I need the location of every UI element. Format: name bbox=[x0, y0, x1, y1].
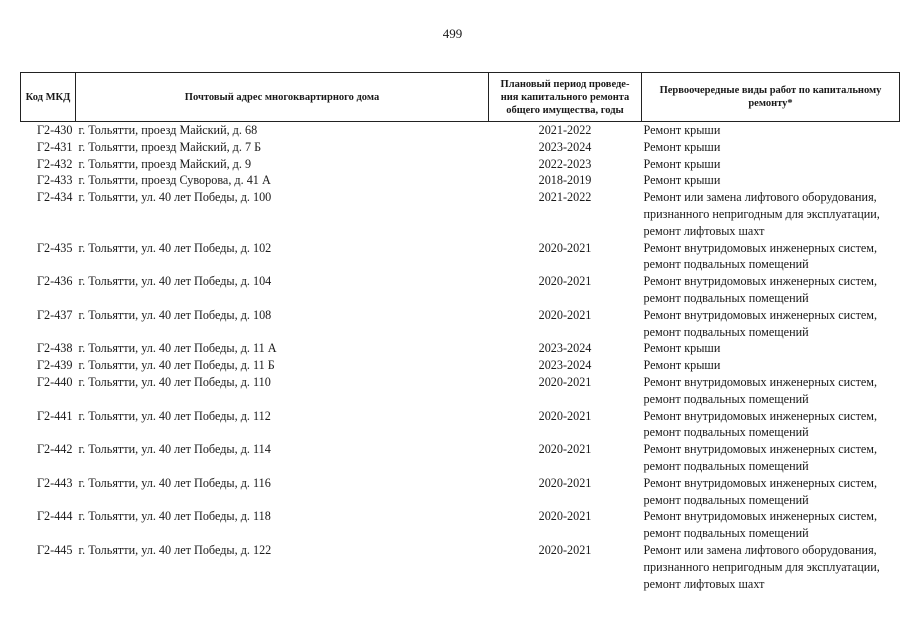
works-line: Ремонт или замена лифтового оборудования, bbox=[643, 542, 877, 557]
table-row bbox=[21, 189, 900, 239]
works-line: ремонт лифтовых шахт bbox=[643, 576, 765, 591]
works-line: ремонт подвальных помещений bbox=[643, 492, 809, 507]
works-cell bbox=[642, 508, 900, 542]
header-address: Почтовый адрес многоквартирного дома bbox=[76, 73, 489, 122]
works-line: ремонт подвальных помещений bbox=[643, 290, 809, 305]
table-row bbox=[21, 357, 900, 374]
period-cell: 2020-2021 bbox=[538, 475, 592, 490]
mkd-code-cell: Г2-436 bbox=[37, 274, 73, 289]
period-cell: 2021-2022 bbox=[538, 123, 592, 137]
works-line: Ремонт внутридомовых инженерных систем, bbox=[643, 408, 878, 423]
mkd-code-cell: Г2-440 bbox=[37, 374, 73, 389]
period-cell: 2020-2021 bbox=[538, 274, 592, 289]
header-period-line: общего имущества, годы bbox=[506, 104, 624, 116]
period-cell: 2022-2023 bbox=[538, 156, 592, 171]
period-cell: 2020-2021 bbox=[538, 307, 592, 322]
header-code: Код МКД bbox=[21, 73, 76, 122]
address-cell: г. Тольятти, ул. 40 лет Победы, д. 114 bbox=[78, 442, 271, 457]
works-cell bbox=[642, 408, 900, 442]
address-cell: г. Тольятти, ул. 40 лет Победы, д. 112 bbox=[78, 408, 271, 423]
header-works bbox=[642, 73, 900, 122]
address-cell: г. Тольятти, ул. 40 лет Победы, д. 110 bbox=[78, 374, 271, 389]
works-line: Ремонт крыши bbox=[643, 139, 721, 154]
period-cell: 2018-2019 bbox=[538, 173, 592, 188]
works-line: Ремонт внутридомовых инженерных систем, bbox=[643, 475, 878, 490]
works-line: ремонт подвальных помещений bbox=[643, 324, 809, 339]
table-row bbox=[21, 122, 900, 139]
works-cell bbox=[642, 139, 900, 156]
table-header-row bbox=[21, 73, 900, 122]
works-line: Ремонт крыши bbox=[643, 173, 721, 188]
address-cell: г. Тольятти, ул. 40 лет Победы, д. 11 Б bbox=[78, 358, 275, 373]
table-row bbox=[21, 374, 900, 408]
table-row bbox=[21, 441, 900, 475]
works-line: Ремонт или замена лифтового оборудования, bbox=[643, 190, 877, 205]
works-line: Ремонт крыши bbox=[643, 156, 721, 171]
table-row bbox=[21, 273, 900, 307]
header-works-line: ремонту* bbox=[748, 98, 793, 109]
table-row bbox=[21, 139, 900, 156]
works-line: признанного непригодным для эксплуатации, bbox=[643, 559, 880, 574]
mkd-code-cell: Г2-445 bbox=[37, 542, 73, 557]
works-cell bbox=[642, 156, 900, 173]
table-row bbox=[21, 240, 900, 274]
period-cell: 2020-2021 bbox=[538, 542, 592, 557]
works-line: Ремонт крыши bbox=[643, 123, 721, 137]
works-cell bbox=[642, 240, 900, 274]
works-line: Ремонт внутридомовых инженерных систем, bbox=[643, 374, 878, 389]
works-cell bbox=[642, 357, 900, 374]
mkd-code-cell: Г2-444 bbox=[37, 509, 73, 524]
works-cell bbox=[642, 273, 900, 307]
mkd-code-cell: Г2-430 bbox=[37, 123, 73, 137]
period-cell: 2020-2021 bbox=[538, 240, 592, 255]
works-line: признанного непригодным для эксплуатации, bbox=[643, 206, 880, 221]
mkd-code-cell: Г2-434 bbox=[37, 190, 73, 205]
address-cell: г. Тольятти, ул. 40 лет Победы, д. 104 bbox=[78, 274, 272, 289]
header-works-line: Первоочередные виды работ по капитальному bbox=[659, 85, 882, 96]
table-row bbox=[21, 156, 900, 173]
works-line: ремонт лифтовых шахт bbox=[643, 223, 765, 238]
mkd-code-cell: Г2-431 bbox=[37, 139, 73, 154]
mkd-code-cell: Г2-438 bbox=[37, 341, 73, 356]
period-cell: 2023-2024 bbox=[538, 358, 592, 373]
address-cell: г. Тольятти, проезд Майский, д. 9 bbox=[78, 156, 252, 171]
works-cell bbox=[642, 441, 900, 475]
works-line: ремонт подвальных помещений bbox=[643, 526, 809, 541]
works-cell bbox=[642, 122, 900, 139]
works-line: ремонт подвальных помещений bbox=[643, 391, 809, 406]
works-cell bbox=[642, 340, 900, 357]
table-row bbox=[21, 172, 900, 189]
address-cell: г. Тольятти, ул. 40 лет Победы, д. 118 bbox=[78, 509, 271, 524]
table-body bbox=[21, 122, 900, 593]
mkd-code-cell: Г2-437 bbox=[37, 307, 73, 322]
mkd-code-cell: Г2-442 bbox=[37, 442, 73, 457]
table-row bbox=[21, 408, 900, 442]
works-cell bbox=[642, 307, 900, 341]
address-cell: г. Тольятти, проезд Майский, д. 68 bbox=[78, 123, 258, 137]
table-row bbox=[21, 340, 900, 357]
repair-plan-table bbox=[20, 72, 900, 592]
mkd-code-cell: Г2-435 bbox=[37, 240, 73, 255]
works-cell bbox=[642, 542, 900, 592]
mkd-code-cell: Г2-439 bbox=[37, 358, 73, 373]
period-cell: 2020-2021 bbox=[538, 374, 592, 389]
mkd-code-cell: Г2-443 bbox=[37, 475, 73, 490]
mkd-code-cell: Г2-441 bbox=[37, 408, 73, 423]
works-line: Ремонт крыши bbox=[643, 358, 721, 373]
works-line: ремонт подвальных помещений bbox=[643, 458, 809, 473]
address-cell: г. Тольятти, проезд Майский, д. 7 Б bbox=[78, 139, 262, 154]
period-cell: 2020-2021 bbox=[538, 408, 592, 423]
address-cell: г. Тольятти, ул. 40 лет Победы, д. 102 bbox=[78, 240, 272, 255]
period-cell: 2020-2021 bbox=[538, 442, 592, 457]
works-cell bbox=[642, 374, 900, 408]
address-cell: г. Тольятти, ул. 40 лет Победы, д. 116 bbox=[78, 475, 271, 490]
table-row bbox=[21, 508, 900, 542]
address-cell: г. Тольятти, ул. 40 лет Победы, д. 11 А bbox=[78, 341, 277, 356]
mkd-code-cell: Г2-432 bbox=[37, 156, 73, 171]
works-cell bbox=[642, 189, 900, 239]
works-line: ремонт подвальных помещений bbox=[643, 425, 809, 440]
table-row bbox=[21, 475, 900, 509]
period-cell: 2023-2024 bbox=[538, 139, 592, 154]
works-line: Ремонт внутридомовых инженерных систем, bbox=[643, 240, 878, 255]
table-row bbox=[21, 542, 900, 592]
works-line: Ремонт внутридомовых инженерных систем, bbox=[643, 274, 878, 289]
page-number: 499 bbox=[442, 26, 463, 41]
period-cell: 2021-2022 bbox=[538, 190, 592, 205]
works-line: Ремонт внутридомовых инженерных систем, bbox=[643, 442, 878, 457]
period-cell: 2023-2024 bbox=[538, 341, 592, 356]
address-cell: г. Тольятти, ул. 40 лет Победы, д. 108 bbox=[78, 307, 272, 322]
address-cell: г. Тольятти, ул. 40 лет Победы, д. 100 bbox=[78, 190, 272, 205]
period-cell: 2020-2021 bbox=[538, 509, 592, 524]
header-period-line: ния капитального ремонта bbox=[500, 91, 630, 103]
address-cell: г. Тольятти, ул. 40 лет Победы, д. 122 bbox=[78, 542, 272, 557]
works-cell bbox=[642, 475, 900, 509]
header-period-line: Плановый период проведе- bbox=[500, 78, 630, 90]
works-line: Ремонт крыши bbox=[643, 341, 721, 356]
works-line: Ремонт внутридомовых инженерных систем, bbox=[643, 509, 878, 524]
works-cell bbox=[642, 172, 900, 189]
header-period bbox=[489, 73, 642, 122]
address-cell: г. Тольятти, проезд Суворова, д. 41 А bbox=[78, 173, 271, 188]
mkd-code-cell: Г2-433 bbox=[37, 173, 73, 188]
works-line: ремонт подвальных помещений bbox=[643, 257, 809, 272]
works-line: Ремонт внутридомовых инженерных систем, bbox=[643, 307, 878, 322]
table-row bbox=[21, 307, 900, 341]
